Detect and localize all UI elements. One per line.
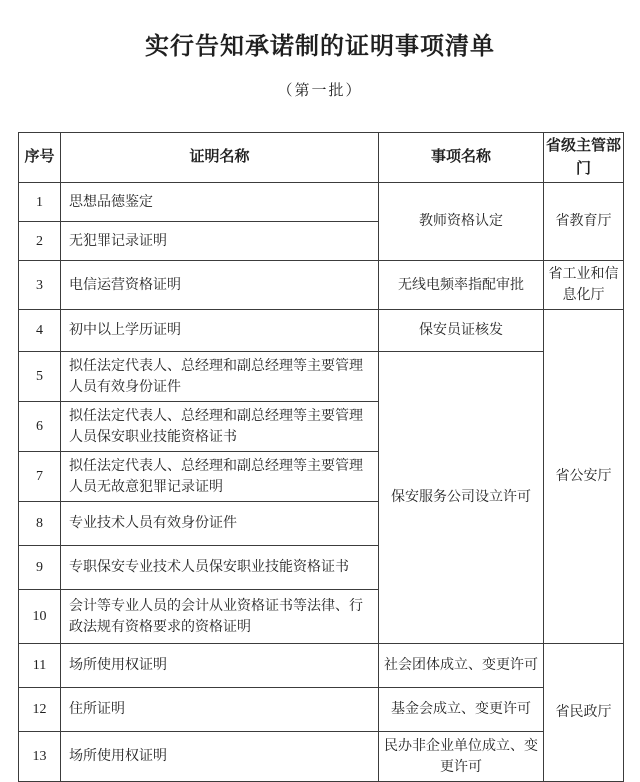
cert-name-cell: 拟任法定代表人、总经理和副总经理等主要管理人员无故意犯罪记录证明 <box>61 452 379 502</box>
header-cell-dept: 省级主管部门 <box>544 133 624 183</box>
table-row <box>19 183 624 222</box>
table-row <box>19 732 624 782</box>
header-cell-no: 序号 <box>19 133 61 183</box>
cert-name-cell: 拟任法定代表人、总经理和副总经理等主要管理人员有效身份证件 <box>61 352 379 402</box>
row-number-cell: 2 <box>19 222 61 261</box>
page-subtitle: （第一批） <box>277 83 363 99</box>
matter-name-cell: 民办非企业单位成立、变更许可 <box>379 732 544 782</box>
dept-cell: 省教育厅 <box>544 183 624 261</box>
table-row <box>19 310 624 352</box>
table-row <box>19 261 624 310</box>
page-title: 实行告知承诺制的证明事项清单 <box>145 34 495 60</box>
table-row <box>19 644 624 688</box>
certificate-table <box>18 132 624 782</box>
cert-name-cell: 拟任法定代表人、总经理和副总经理等主要管理人员保安职业技能资格证书 <box>61 402 379 452</box>
cert-name-cell: 专职保安专业技术人员保安职业技能资格证书 <box>61 546 379 590</box>
matter-name-cell: 保安员证核发 <box>379 310 544 352</box>
cert-name-cell: 场所使用权证明 <box>61 644 379 688</box>
row-number-cell: 13 <box>19 732 61 782</box>
row-number-cell: 6 <box>19 402 61 452</box>
dept-cell: 省公安厅 <box>544 310 624 644</box>
row-number-cell: 5 <box>19 352 61 402</box>
matter-name-cell: 保安服务公司设立许可 <box>379 352 544 644</box>
cert-name-cell: 会计等专业人员的会计从业资格证书等法律、行政法规有资格要求的资格证明 <box>61 590 379 644</box>
cert-name-cell: 初中以上学历证明 <box>61 310 379 352</box>
row-number-cell: 9 <box>19 546 61 590</box>
cert-name-cell: 思想品德鉴定 <box>61 183 379 222</box>
row-number-cell: 10 <box>19 590 61 644</box>
cert-name-cell: 场所使用权证明 <box>61 732 379 782</box>
row-number-cell: 3 <box>19 261 61 310</box>
cert-name-cell: 无犯罪记录证明 <box>61 222 379 261</box>
matter-name-cell: 无线电频率指配审批 <box>379 261 544 310</box>
cert-name-cell: 电信运营资格证明 <box>61 261 379 310</box>
dept-cell: 省工业和信息化厅 <box>544 261 624 310</box>
header-cell-cert: 证明名称 <box>61 133 379 183</box>
row-number-cell: 1 <box>19 183 61 222</box>
row-number-cell: 12 <box>19 688 61 732</box>
header-cell-matter: 事项名称 <box>379 133 544 183</box>
row-number-cell: 7 <box>19 452 61 502</box>
cert-name-cell: 专业技术人员有效身份证件 <box>61 502 379 546</box>
dept-cell: 省民政厅 <box>544 644 624 782</box>
matter-name-cell: 社会团体成立、变更许可 <box>379 644 544 688</box>
row-number-cell: 8 <box>19 502 61 546</box>
table-header-row <box>19 133 624 183</box>
matter-name-cell: 教师资格认定 <box>379 183 544 261</box>
row-number-cell: 4 <box>19 310 61 352</box>
table-row <box>19 352 624 402</box>
row-number-cell: 11 <box>19 644 61 688</box>
matter-name-cell: 基金会成立、变更许可 <box>379 688 544 732</box>
table-row <box>19 688 624 732</box>
cert-name-cell: 住所证明 <box>61 688 379 732</box>
